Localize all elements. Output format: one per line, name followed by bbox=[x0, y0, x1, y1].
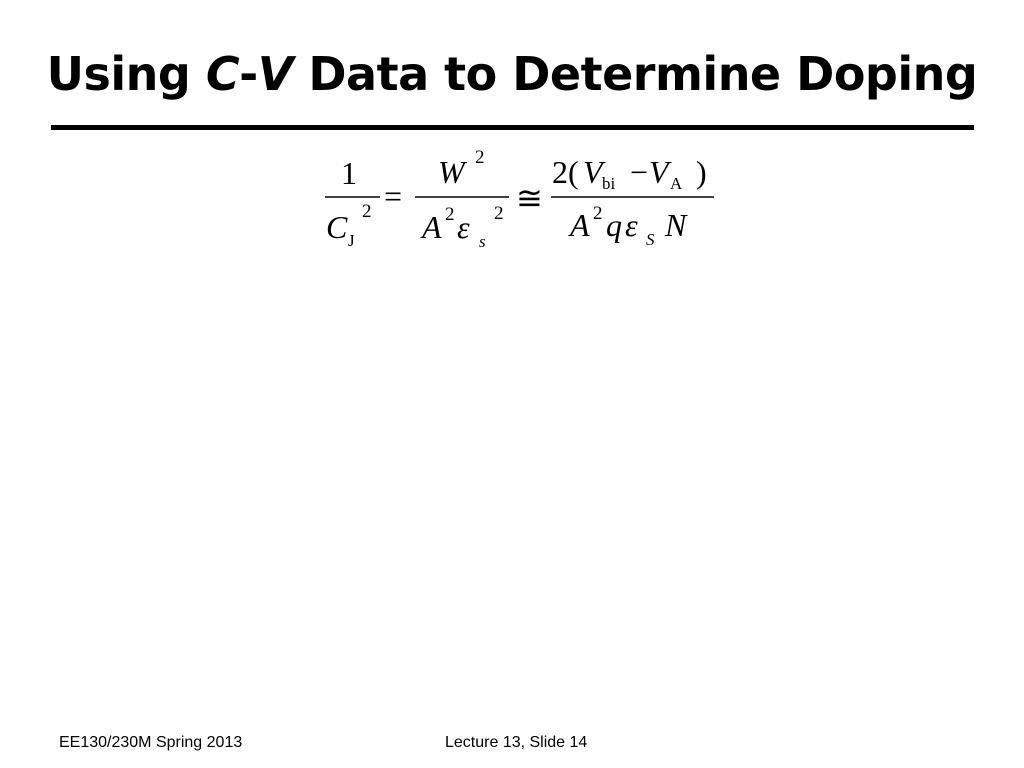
footer-course-label: EE130/230M Spring 2013 bbox=[59, 734, 243, 751]
title-underline bbox=[51, 125, 974, 130]
mid-denominator-a: A bbox=[422, 209, 442, 245]
mid-denominator-epsilon: ε bbox=[457, 209, 470, 245]
lhs-denominator-c: C bbox=[326, 209, 348, 245]
mid-denominator-epsilon-sup-2: 2 bbox=[494, 203, 504, 224]
mid-numerator-w: W bbox=[438, 154, 465, 190]
rhs-denominator-a-sup-2: 2 bbox=[593, 203, 603, 224]
rhs-numerator-v-bi: V bbox=[583, 154, 603, 190]
rhs-denominator-n: N bbox=[665, 207, 687, 243]
capacitance-doping-equation bbox=[318, 142, 718, 250]
title-v-variable: V bbox=[257, 47, 293, 101]
title-text-end: Data to Determine Doping bbox=[292, 47, 978, 101]
mid-denominator-a-sup-2: 2 bbox=[445, 204, 455, 225]
rhs-denominator-epsilon-sub-s: S bbox=[646, 230, 655, 249]
mid-numerator-sup-2: 2 bbox=[475, 147, 485, 168]
equation-graphic bbox=[318, 142, 718, 250]
rhs-numerator-coefficient: 2( bbox=[552, 154, 579, 190]
rhs-numerator-sub-bi: bi bbox=[602, 174, 616, 193]
equals-sign: = bbox=[384, 178, 403, 214]
footer-slide-number: Lecture 13, Slide 14 bbox=[445, 734, 588, 751]
rhs-numerator-close-paren: ) bbox=[696, 154, 707, 190]
rhs-numerator-minus: − bbox=[630, 154, 649, 190]
approx-equal-sign: ≅ bbox=[516, 180, 543, 216]
slide-title bbox=[0, 38, 1024, 110]
rhs-denominator-q: q bbox=[606, 207, 622, 243]
rhs-denominator-epsilon: ε bbox=[625, 207, 638, 243]
lhs-numerator: 1 bbox=[341, 155, 357, 191]
lhs-denominator-sub-j: J bbox=[348, 231, 355, 250]
mid-denominator-epsilon-sub-s: s bbox=[479, 232, 486, 250]
rhs-numerator-v-a: V bbox=[649, 154, 669, 190]
title-c-variable: C bbox=[205, 47, 240, 101]
lhs-denominator-sup-2: 2 bbox=[362, 201, 372, 222]
rhs-numerator-sub-a: A bbox=[670, 174, 683, 193]
title-dash: - bbox=[239, 47, 258, 101]
title-text-start: Using bbox=[46, 47, 206, 101]
rhs-denominator-a: A bbox=[570, 207, 590, 243]
